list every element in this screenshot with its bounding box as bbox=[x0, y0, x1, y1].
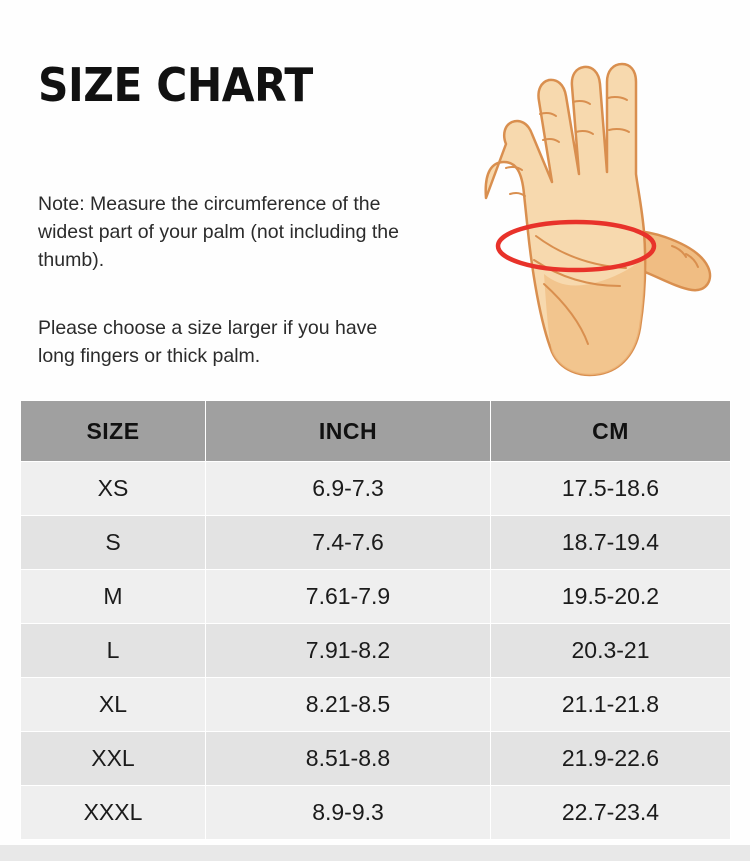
cell-size: M bbox=[21, 570, 206, 624]
hand-shape bbox=[486, 64, 710, 375]
cell-cm: 21.9-22.6 bbox=[491, 732, 731, 786]
cell-cm: 22.7-23.4 bbox=[491, 786, 731, 840]
table-row bbox=[21, 462, 731, 516]
cell-inch: 8.51-8.8 bbox=[206, 732, 491, 786]
table-row bbox=[21, 624, 731, 678]
hand-illustration bbox=[440, 22, 740, 382]
cell-cm: 19.5-20.2 bbox=[491, 570, 731, 624]
table-row bbox=[21, 786, 731, 840]
column-header-inch: INCH bbox=[206, 401, 491, 462]
table-row bbox=[21, 570, 731, 624]
table-header-row bbox=[21, 401, 731, 462]
footer-divider bbox=[0, 845, 750, 861]
cell-cm: 18.7-19.4 bbox=[491, 516, 731, 570]
cell-size: XXXL bbox=[21, 786, 206, 840]
cell-inch: 7.4-7.6 bbox=[206, 516, 491, 570]
cell-size: XXL bbox=[21, 732, 206, 786]
cell-inch: 7.61-7.9 bbox=[206, 570, 491, 624]
cell-cm: 17.5-18.6 bbox=[491, 462, 731, 516]
cell-size: XL bbox=[21, 678, 206, 732]
cell-size: L bbox=[21, 624, 206, 678]
note-size-advice-text: Please choose a size larger if you have long fingers or thick palm. bbox=[38, 317, 378, 367]
size-table-container bbox=[20, 400, 730, 840]
header-section bbox=[0, 0, 750, 396]
table-row bbox=[21, 516, 731, 570]
table-row bbox=[21, 732, 731, 786]
cell-size: XS bbox=[21, 462, 206, 516]
hand-illustration-svg bbox=[440, 22, 740, 382]
table-row bbox=[21, 678, 731, 732]
cell-inch: 7.91-8.2 bbox=[206, 624, 491, 678]
cell-cm: 20.3-21 bbox=[491, 624, 731, 678]
cell-inch: 6.9-7.3 bbox=[206, 462, 491, 516]
column-header-cm: CM bbox=[491, 401, 731, 462]
cell-inch: 8.21-8.5 bbox=[206, 678, 491, 732]
page-title: SIZE CHART bbox=[38, 58, 313, 112]
size-table bbox=[20, 400, 731, 840]
cell-size: S bbox=[21, 516, 206, 570]
note-measure-text: Note: Measure the circumference of the widest part of your palm (not including the thumb). bbox=[38, 193, 399, 271]
cell-cm: 21.1-21.8 bbox=[491, 678, 731, 732]
note-block bbox=[38, 190, 418, 370]
column-header-size: SIZE bbox=[21, 401, 206, 462]
cell-inch: 8.9-9.3 bbox=[206, 786, 491, 840]
